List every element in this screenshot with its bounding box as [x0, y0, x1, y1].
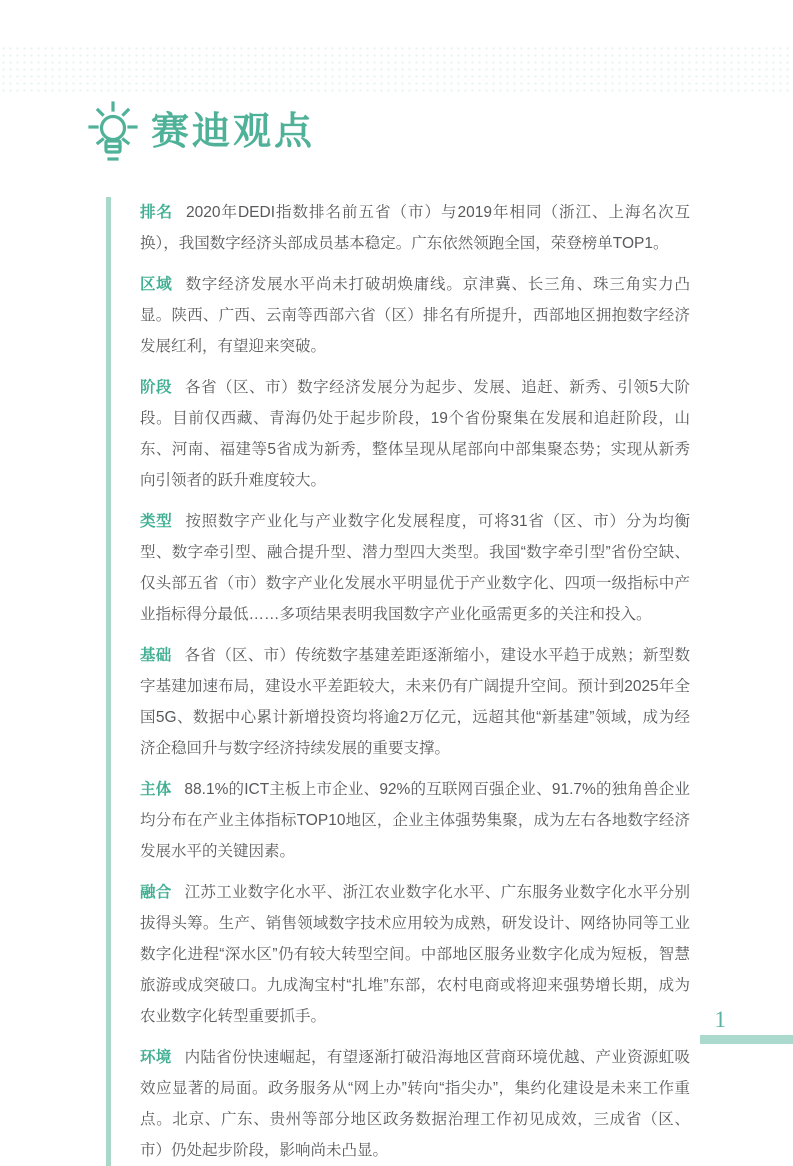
viewpoint-paragraph-integration [140, 877, 690, 1032]
viewpoint-paragraph-stage [140, 372, 690, 496]
left-accent-bar [106, 197, 111, 1166]
lightbulb-icon [88, 100, 138, 164]
page-number: 1 [714, 1007, 726, 1032]
viewpoint-keyword: 主体 [140, 781, 172, 798]
viewpoint-list [140, 197, 690, 1166]
viewpoint-text: 内陆省份快速崛起，有望逐渐打破沿海地区营商环境优越、产业资源虹吸效应显著的局面。政务服务从“网上办”转向“指尖办”，集约化建设是未来工作重点。北京、广东、贵州等部分地区政务数据治理工作初见成效，三成省（区、市）仍处起步阶段，影响尚未凸显。 [140, 1049, 690, 1159]
viewpoint-paragraph-environment [140, 1042, 690, 1166]
page-header [88, 100, 315, 164]
viewpoint-paragraph-region [140, 269, 690, 362]
viewpoints-section [106, 197, 690, 1166]
header-texture-band [0, 45, 793, 92]
viewpoint-text: 各省（区、市）数字经济发展分为起步、发展、追赶、新秀、引领5大阶段。目前仅西藏、青海仍处于起步阶段，19个省份聚集在发展和追赶阶段，山东、河南、福建等5省成为新秀，整体呈现从尾部向中部集聚态势；实现从新秀向引领者的跃升难度较大。 [140, 379, 690, 489]
viewpoint-keyword: 排名 [140, 204, 173, 221]
viewpoint-paragraph-entities [140, 774, 690, 867]
viewpoint-text: 88.1%的ICT主板上市企业、92%的互联网百强企业、91.7%的独角兽企业均分布在产业主体指标TOP10地区，企业主体强势集聚，成为左右各地数字经济发展水平的关键因素。 [140, 781, 690, 860]
viewpoint-text: 江苏工业数字化水平、浙江农业数字化水平、广东服务业数字化水平分别拔得头筹。生产、销售领域数字技术应用较为成熟，研发设计、网络协同等工业数字化进程“深水区”仍有较大转型空间。中部地区服务业数字化成为短板，智慧旅游或成突破口。九成淘宝村“扎堆”东部，农村电商或将迎来强势增长期，成为农业数字化转型重要抓手。 [140, 884, 690, 1025]
viewpoint-text: 数字经济发展水平尚未打破胡焕庸线。京津冀、长三角、珠三角实力凸显。陕西、广西、云南等西部六省（区）排名有所提升，西部地区拥抱数字经济发展红利，有望迎来突破。 [140, 276, 690, 355]
page-title: 赛迪观点 [151, 111, 316, 153]
viewpoint-keyword: 区域 [140, 276, 173, 293]
viewpoint-paragraph-ranking [140, 197, 690, 259]
viewpoint-text: 各省（区、市）传统数字基建差距逐渐缩小，建设水平趋于成熟；新型数字基建加速布局，建设水平差距较大，未来仍有广阔提升空间。预计到2025年全国5G、数据中心累计新增投资均将逾2万亿元，远超其他“新基建”领域，成为经济企稳回升与数字经济持续发展的重要支撑。 [140, 647, 690, 757]
viewpoint-keyword: 阶段 [140, 379, 173, 396]
viewpoint-keyword: 基础 [140, 647, 172, 664]
footer-accent-bar [700, 1035, 793, 1044]
viewpoint-text: 按照数字产业化与产业数字化发展程度，可将31省（区、市）分为均衡型、数字牵引型、融合提升型、潜力型四大类型。我国“数字牵引型”省份空缺、仅头部五省（市）数字产业化发展水平明显优于产业数字化、四项一级指标中产业指标得分最低……多项结果表明我国数字产业化亟需更多的关注和投入。 [140, 513, 690, 623]
viewpoint-text: 2020年DEDI指数排名前五省（市）与2019年相同（浙江、上海名次互换），我国数字经济头部成员基本稳定。广东依然领跑全国，荣登榜单TOP1。 [140, 204, 690, 252]
viewpoint-paragraph-type [140, 506, 690, 630]
viewpoint-keyword: 融合 [140, 884, 172, 901]
viewpoint-paragraph-infrastructure [140, 640, 690, 764]
viewpoint-keyword: 环境 [140, 1049, 172, 1066]
viewpoint-keyword: 类型 [140, 513, 173, 530]
